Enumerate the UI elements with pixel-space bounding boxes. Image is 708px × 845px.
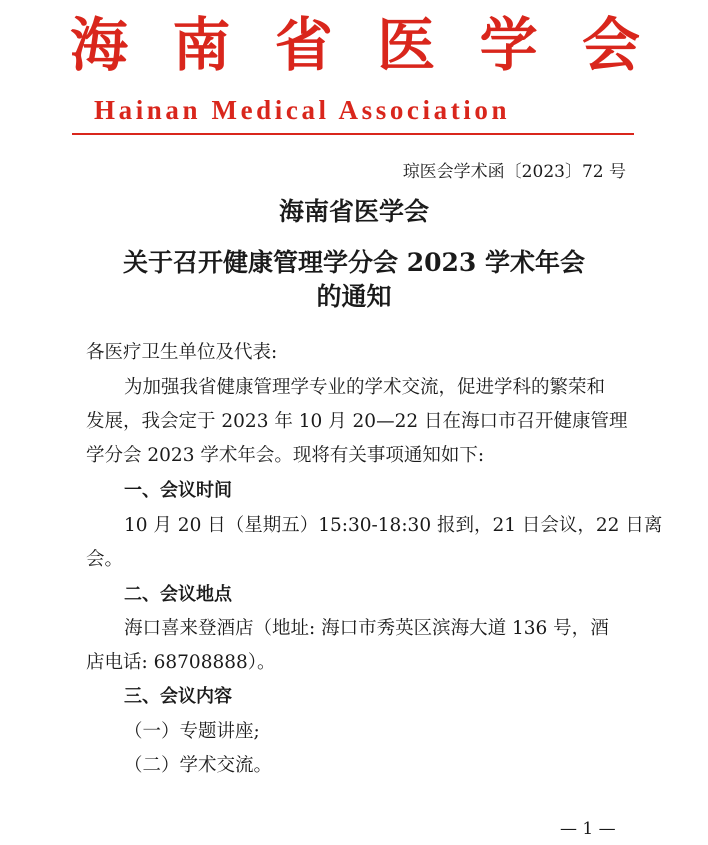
time-line-2: 会。 [86,549,124,570]
salutation: 各医疗卫生单位及代表: [86,342,278,363]
content-item-2: （二）学术交流。 [124,755,273,776]
section-heading-content: 三、会议内容 [124,686,232,707]
page-number: — 1 — [560,819,616,839]
place-line-1: 海口喜来登酒店（地址: 海口市秀英区滨海大道 136 号，酒 [124,618,609,639]
intro-line-3: 学分会 2023 学术年会。现将有关事项通知如下: [86,445,485,466]
intro-line-1: 为加强我省健康管理学专业的学术交流，促进学科的繁荣和 [124,377,606,398]
letterhead-char: 会 [581,11,640,79]
letterhead-char: 医 [377,11,436,79]
letterhead-english-name: Hainan Medical Association [94,95,511,125]
content-item-1: （一）专题讲座; [124,721,260,742]
section-heading-time: 一、会议时间 [124,480,232,501]
title-line-1: 海南省医学会 [278,197,429,226]
time-line-1: 10 月 20 日（星期五）15:30-18:30 报到，21 日会议，22 日离 [124,515,663,536]
letterhead-char: 学 [479,11,538,79]
letterhead-divider [72,133,634,135]
title-line-3: 的通知 [316,282,392,311]
letterhead-char: 海 [70,11,129,79]
letterhead-char: 省 [274,11,333,79]
letterhead-chinese-name [70,6,640,84]
title-line-2: 关于召开健康管理学分会 2023 学术年会 [123,248,585,277]
section-heading-place: 二、会议地点 [124,584,232,605]
place-line-2: 店电话: 68708888）。 [86,652,276,673]
letterhead-char: 南 [172,11,231,79]
intro-line-2: 发展，我会定于 2023 年 10 月 20—22 日在海口市召开健康管理 [86,411,628,432]
document-reference-number: 琼医会学术函〔2023〕72 号 [402,162,626,182]
